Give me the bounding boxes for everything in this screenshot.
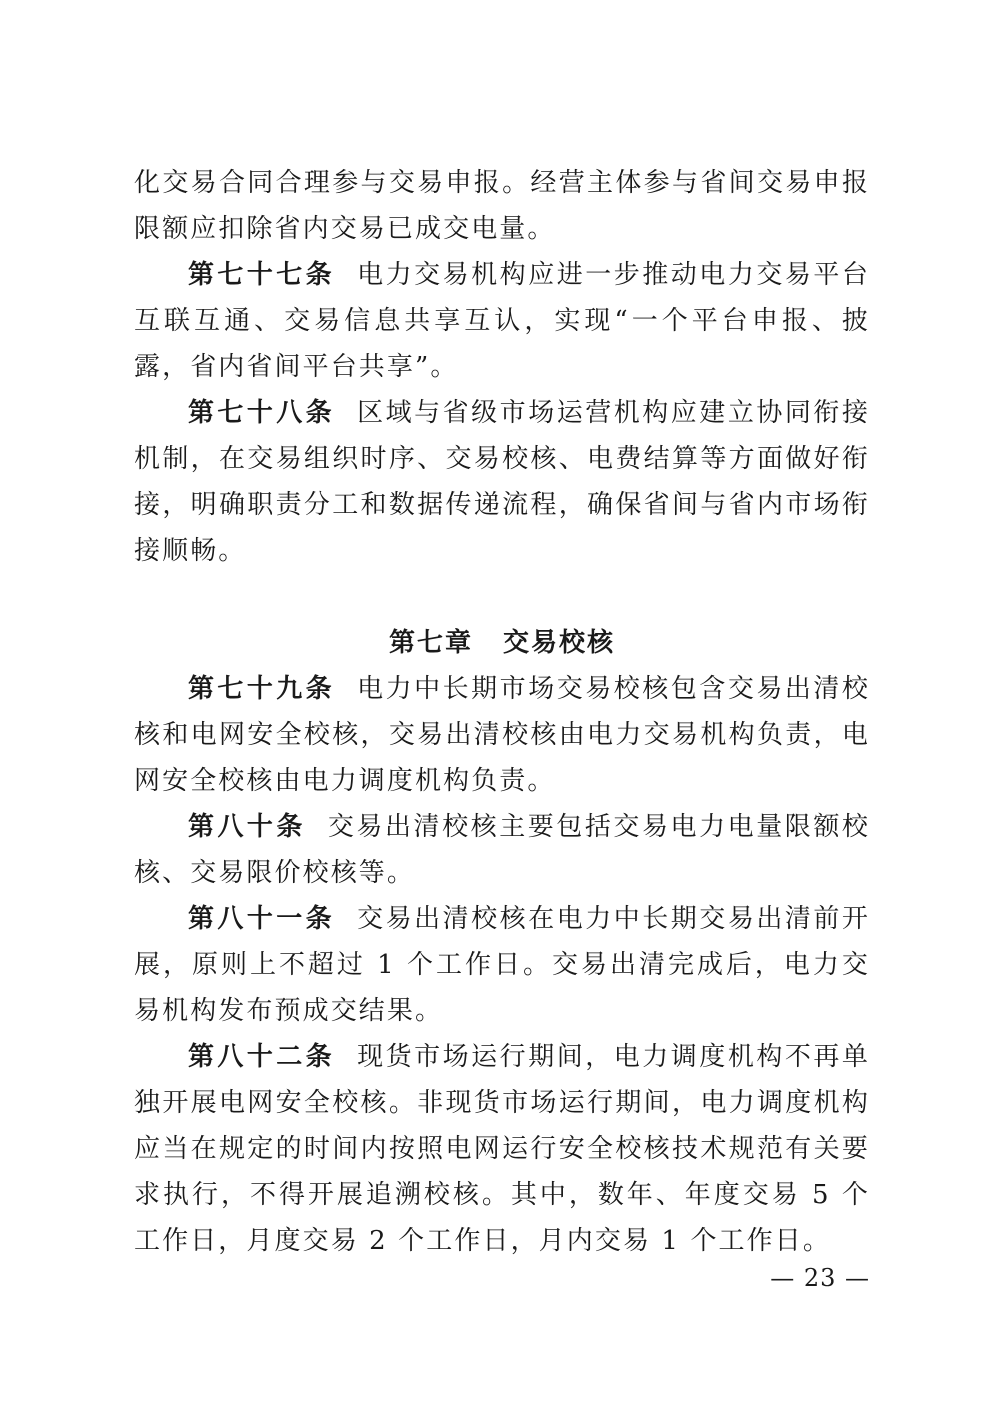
- article-number: 第八十一条: [188, 904, 336, 934]
- article-text: 电力中长期市场交易校核包含交易出清校核和电网安全校核，交易出清校核由电力交易机构负责，电网安全校核由电力调度机构负责。: [134, 674, 870, 796]
- article-80: [134, 804, 870, 896]
- article-number: 第八十二条: [188, 1042, 336, 1072]
- article-77: [134, 252, 870, 390]
- article-78: [134, 390, 870, 574]
- article-82: [134, 1034, 870, 1264]
- article-79: [134, 666, 870, 804]
- article-81: [134, 896, 870, 1034]
- article-text: 现货市场运行期间，电力调度机构不再单独开展电网安全校核。非现货市场运行期间，电力调度机构应当在规定的时间内按照电网运行安全校核技术规范有关要求执行，不得开展追溯校核。其中，数年、年度交易 5 个工作日，月度交易 2 个工作日，月内交易 1 个工作日。: [134, 1042, 870, 1256]
- article-number: 第七十七条: [188, 260, 336, 290]
- chapter-number: 第七章: [388, 628, 473, 658]
- paragraph-text: 化交易合同合理参与交易申报。经营主体参与省间交易申报限额应扣除省内交易已成交电量。: [134, 168, 870, 244]
- article-text: 电力交易机构应进一步推动电力交易平台互联互通、交易信息共享互认，实现“一个平台申报、披露，省内省间平台共享”。: [134, 260, 870, 382]
- article-number: 第七十八条: [188, 398, 336, 428]
- article-text: 区域与省级市场运营机构应建立协同衔接机制，在交易组织时序、交易校核、电费结算等方面做好衔接，明确职责分工和数据传递流程，确保省间与省内市场衔接顺畅。: [134, 398, 870, 566]
- chapter-title: 交易校核: [503, 628, 616, 658]
- article-number: 第七十九条: [188, 674, 336, 704]
- article-text: 交易出清校核主要包括交易电力电量限额校核、交易限价校核等。: [134, 812, 870, 888]
- article-text: 交易出清校核在电力中长期交易出清前开展，原则上不超过 1 个工作日。交易出清完成后，电力交易机构发布预成交结果。: [134, 904, 870, 1026]
- article-number: 第八十条: [188, 812, 306, 842]
- document-body: [134, 160, 870, 1264]
- chapter-heading: [134, 620, 870, 666]
- paragraph-continued: [134, 160, 870, 252]
- page-number: — 23 —: [770, 1264, 870, 1292]
